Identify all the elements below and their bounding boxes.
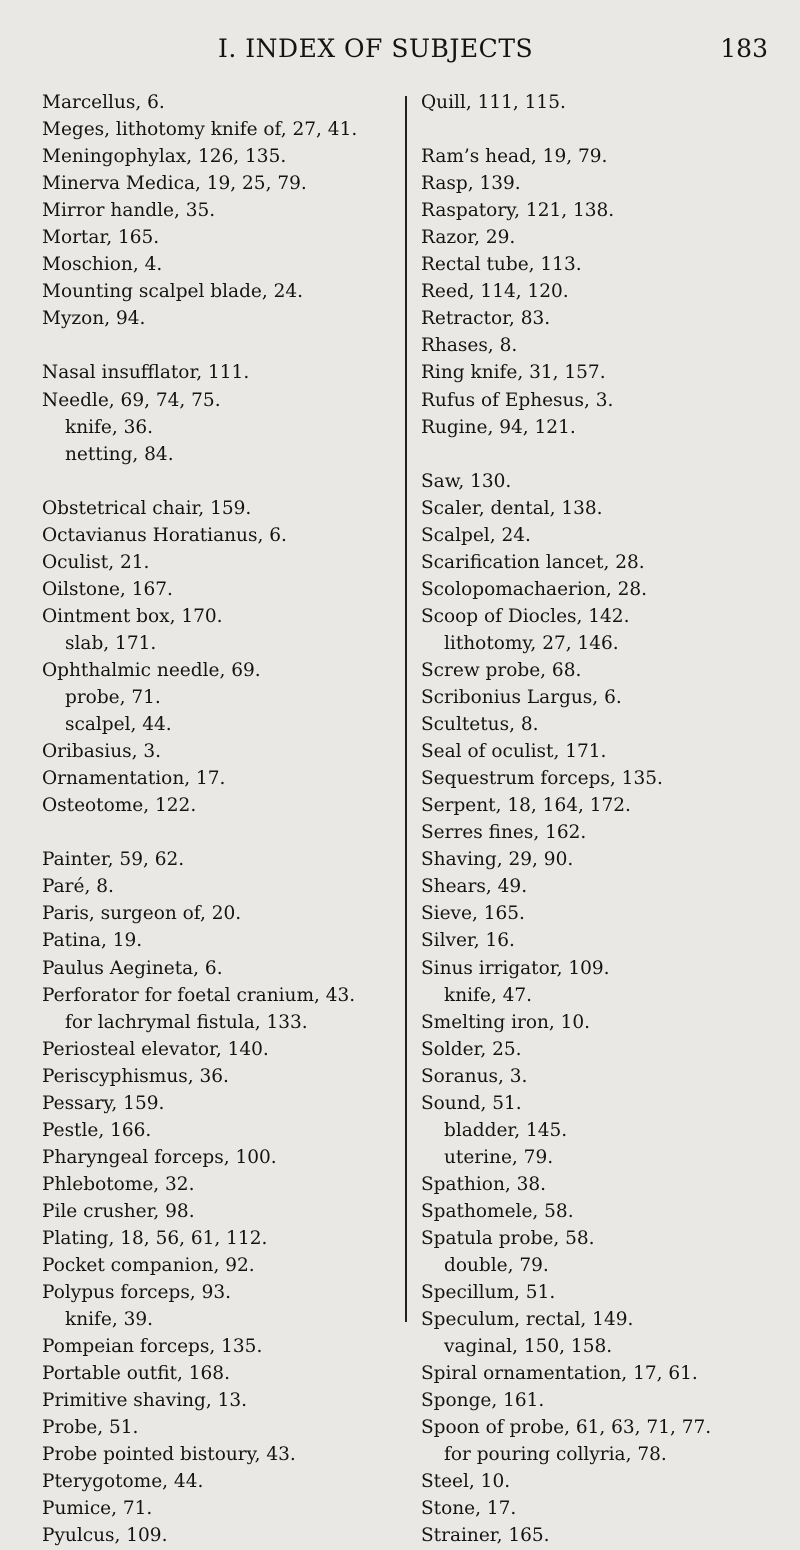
index-entry: Shaving, 29, 90. (421, 849, 574, 871)
index-entry: Ointment box, 170. (42, 605, 223, 627)
index-entry: Smelting iron, 10. (421, 1011, 591, 1033)
index-entry: Solder, 25. (421, 1038, 522, 1060)
index-entry: Ring knife, 31, 157. (421, 362, 606, 384)
index-entry: Plating, 18, 56, 61, 112. (42, 1227, 268, 1249)
index-entry: Oilstone, 167. (42, 578, 173, 600)
index-entry: Oculist, 21. (42, 551, 150, 573)
page-title: I. INDEX OF SUBJECTS (218, 34, 534, 63)
index-entry: Octavianus Horatianus, 6. (42, 524, 287, 546)
index-subentry: knife, 36. (65, 416, 154, 438)
index-entry: Shears, 49. (421, 876, 528, 898)
index-entry: Sound, 51. (421, 1092, 522, 1114)
index-entry: Rugine, 94, 121. (421, 416, 576, 438)
index-entry: Scalpel, 24. (421, 524, 531, 546)
index-subentry: knife, 47. (444, 984, 533, 1006)
index-entry: Quill, 111, 115. (421, 92, 566, 113)
index-entry: Pyulcus, 109. (42, 1525, 168, 1547)
index-subentry: slab, 171. (65, 632, 157, 654)
index-entry: Razor, 29. (421, 227, 516, 249)
index-entry: Periscyphismus, 36. (42, 1065, 229, 1087)
index-spacer (421, 116, 781, 143)
index-entry: Oribasius, 3. (42, 741, 162, 763)
index-entry: Meges, lithotomy knife of, 27, 41. (42, 119, 358, 141)
page-number: 183 (720, 34, 768, 63)
index-subentry: uterine, 79. (444, 1146, 554, 1168)
index-entry: Rhases, 8. (421, 335, 518, 357)
index-entry: Phlebotome, 32. (42, 1173, 195, 1195)
index-entry: Myzon, 94. (42, 308, 146, 330)
index-subentry: knife, 39. (65, 1309, 154, 1331)
index-entry: Probe, 51. (42, 1417, 139, 1439)
index-entry: Nasal insufflator, 111. (42, 362, 250, 384)
index-subentry: probe, 71. (65, 687, 161, 709)
index-entry: Specillum, 51. (421, 1282, 556, 1304)
index-entry: Osteotome, 122. (42, 795, 197, 817)
index-entry: Sponge, 161. (421, 1390, 545, 1412)
index-spacer (42, 332, 396, 359)
index-entry: Rasp, 139. (421, 173, 521, 195)
index-entry: Retractor, 83. (421, 308, 551, 330)
index-subentry: vaginal, 150, 158. (444, 1336, 613, 1358)
index-entry: Patina, 19. (42, 930, 143, 952)
index-entry: Sequestrum forceps, 135. (421, 768, 663, 790)
index-entry: Meningophylax, 126, 135. (42, 146, 287, 168)
index-subentry: for lachrymal fistula, 133. (65, 1011, 308, 1033)
column-divider (405, 96, 407, 1322)
index-entry: Scaler, dental, 138. (421, 497, 603, 519)
index-entry: Moschion, 4. (42, 254, 163, 276)
index-entry: Pestle, 166. (42, 1119, 152, 1141)
index-entry: Pharyngeal forceps, 100. (42, 1146, 277, 1168)
index-entry: Scribonius Largus, 6. (421, 687, 622, 709)
index-entry: Periosteal elevator, 140. (42, 1038, 269, 1060)
index-entry: Polypus forceps, 93. (42, 1282, 231, 1304)
index-entry: Soranus, 3. (421, 1065, 528, 1087)
index-entry: Minerva Medica, 19, 25, 79. (42, 173, 307, 195)
index-entry: Paris, surgeon of, 20. (42, 903, 242, 925)
page-header (0, 34, 800, 70)
index-entry: Spathion, 38. (421, 1173, 547, 1195)
index-subentry: double, 79. (444, 1255, 549, 1277)
index-entry: Spathomele, 58. (421, 1200, 574, 1222)
index-entry: Mounting scalpel blade, 24. (42, 281, 304, 303)
index-entry: Serres fines, 162. (421, 822, 587, 844)
index-entry: Obstetrical chair, 159. (42, 497, 252, 519)
index-entry: Rufus of Ephesus, 3. (421, 389, 614, 411)
index-entry: Mirror handle, 35. (42, 200, 216, 222)
index-entry: Scolopomachaerion, 28. (421, 578, 648, 600)
index-entry: Sieve, 165. (421, 903, 525, 925)
index-subentry: netting, 84. (65, 443, 174, 465)
index-entry: Pterygotome, 44. (42, 1471, 204, 1493)
index-spacer (42, 819, 396, 846)
index-entry: Pocket companion, 92. (42, 1255, 255, 1277)
index-entry: Paré, 8. (42, 876, 114, 898)
index-entry: Marcellus, 6. (42, 92, 165, 113)
index-spacer (42, 468, 396, 495)
index-spacer (421, 441, 781, 468)
index-column-left (42, 89, 396, 1550)
index-entry: Strainer, 165. (421, 1525, 550, 1547)
index-entry: Ram’s head, 19, 79. (421, 146, 608, 168)
index-entry: Saw, 130. (421, 470, 512, 492)
index-entry: Seal of oculist, 171. (421, 741, 607, 763)
index-entry: Sinus irrigator, 109. (421, 957, 610, 979)
index-entry: Perforator for foetal cranium, 43. (42, 984, 356, 1006)
index-entry: Scoop of Diocles, 142. (421, 605, 630, 627)
index-entry: Reed, 114, 120. (421, 281, 569, 303)
index-subentry: scalpel, 44. (65, 714, 172, 736)
index-entry: Steel, 10. (421, 1471, 511, 1493)
index-entry: Scultetus, 8. (421, 714, 539, 736)
index-entry: Ophthalmic needle, 69. (42, 659, 261, 681)
index-entry: Pompeian forceps, 135. (42, 1336, 263, 1358)
index-entry: Spoon of probe, 61, 63, 71, 77. (421, 1417, 712, 1439)
index-entry: Scarification lancet, 28. (421, 551, 645, 573)
index-entry: Serpent, 18, 164, 172. (421, 795, 631, 817)
index-entry: Paulus Aegineta, 6. (42, 957, 223, 979)
index-entry: Spiral ornamentation, 17, 61. (421, 1363, 698, 1385)
index-entry: Painter, 59, 62. (42, 849, 185, 871)
index-entry: Primitive shaving, 13. (42, 1390, 248, 1412)
index-entry: Probe pointed bistoury, 43. (42, 1444, 296, 1466)
index-entry: Portable outfit, 168. (42, 1363, 230, 1385)
index-subentry: lithotomy, 27, 146. (444, 632, 619, 654)
index-entry: Spatula probe, 58. (421, 1227, 595, 1249)
index-entry: Raspatory, 121, 138. (421, 200, 615, 222)
index-entry: Speculum, rectal, 149. (421, 1309, 634, 1331)
index-column-right (421, 89, 781, 1550)
index-entry: Mortar, 165. (42, 227, 160, 249)
index-entry: Needle, 69, 74, 75. (42, 389, 221, 411)
index-entry: Pile crusher, 98. (42, 1200, 195, 1222)
index-entry: Ornamentation, 17. (42, 768, 226, 790)
index-entry: Screw probe, 68. (421, 659, 582, 681)
index-entry: Pumice, 71. (42, 1498, 153, 1520)
index-subentry: bladder, 145. (444, 1119, 568, 1141)
index-entry: Silver, 16. (421, 930, 515, 952)
index-subentry: for pouring collyria, 78. (444, 1444, 667, 1466)
index-entry: Pessary, 159. (42, 1092, 165, 1114)
index-entry: Stone, 17. (421, 1498, 517, 1520)
index-entry: Rectal tube, 113. (421, 254, 582, 276)
